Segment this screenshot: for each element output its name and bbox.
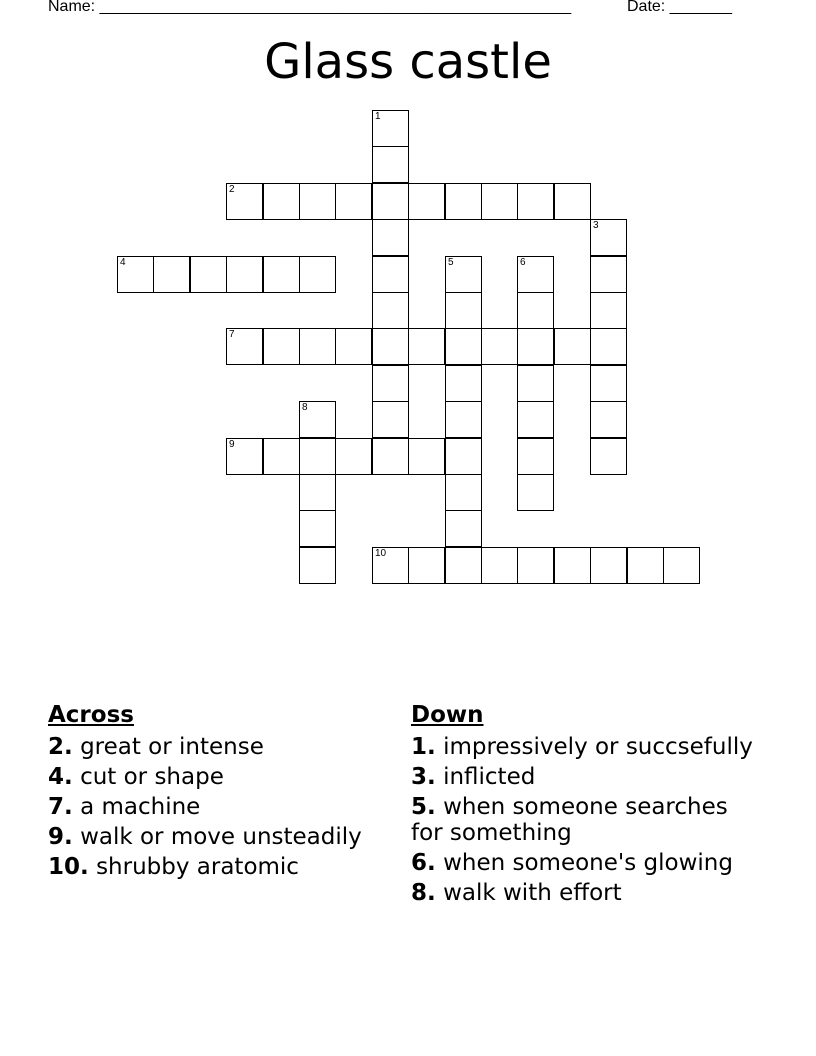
- clue-number: 5.: [411, 794, 436, 820]
- date-field-line: Date: _______: [627, 0, 732, 15]
- grid-cell[interactable]: [590, 219, 627, 256]
- grid-cell[interactable]: [590, 328, 627, 365]
- page-title: Glass castle: [264, 34, 552, 90]
- grid-cell[interactable]: [445, 183, 482, 220]
- grid-cell[interactable]: [372, 328, 409, 365]
- clue-number-label: 2: [229, 184, 235, 195]
- clue-text: shrubby aratomic: [96, 854, 299, 880]
- clue-number-label: 9: [229, 439, 235, 450]
- clue-text: great or intense: [80, 734, 264, 760]
- clue-number: 10.: [48, 854, 89, 880]
- grid-cell[interactable]: [263, 183, 300, 220]
- clue-number: 3.: [411, 764, 436, 790]
- clue-number-label: 4: [120, 257, 126, 268]
- clue-text: inflicted: [443, 764, 536, 790]
- grid-cell[interactable]: [445, 365, 482, 402]
- grid-cell[interactable]: [590, 438, 627, 475]
- clue-text: walk or move unsteadily: [80, 824, 362, 850]
- grid-cell[interactable]: [153, 256, 190, 293]
- clue-number: 7.: [48, 794, 73, 820]
- grid-cell[interactable]: [445, 401, 482, 438]
- grid-cell[interactable]: [299, 183, 336, 220]
- grid-cell[interactable]: [226, 183, 263, 220]
- grid-cell[interactable]: [226, 438, 263, 475]
- grid-cell[interactable]: [554, 328, 591, 365]
- grid-cell[interactable]: [299, 328, 336, 365]
- clue-number-label: 1: [375, 111, 381, 122]
- down-heading: Down: [411, 702, 484, 728]
- grid-cell[interactable]: [299, 256, 336, 293]
- clue-number-label: 7: [229, 329, 235, 340]
- grid-cell[interactable]: [517, 292, 554, 329]
- grid-cell[interactable]: [445, 510, 482, 547]
- down-clue: [411, 734, 756, 760]
- grid-cell[interactable]: [372, 365, 409, 402]
- grid-cell[interactable]: [372, 438, 409, 475]
- down-clues: [411, 702, 756, 910]
- clue-number: 4.: [48, 764, 73, 790]
- grid-cell[interactable]: [372, 110, 409, 147]
- clue-number-label: 10: [375, 548, 387, 559]
- grid-cell[interactable]: [481, 328, 518, 365]
- grid-cell[interactable]: [517, 547, 554, 584]
- grid-cell[interactable]: [408, 438, 445, 475]
- grid-cell[interactable]: [590, 401, 627, 438]
- clue-number: 6.: [411, 850, 436, 876]
- grid-cell[interactable]: [408, 547, 445, 584]
- clue-number-label: 5: [448, 257, 454, 268]
- across-clues: [48, 702, 398, 884]
- grid-cell[interactable]: [335, 183, 372, 220]
- grid-cell[interactable]: [517, 401, 554, 438]
- clue-text: a machine: [80, 794, 201, 820]
- clue-number: 8.: [411, 880, 436, 906]
- grid-cell[interactable]: [372, 183, 409, 220]
- grid-cell[interactable]: [299, 510, 336, 547]
- grid-cell[interactable]: [517, 438, 554, 475]
- down-clue: [411, 880, 756, 906]
- clue-number: 2.: [48, 734, 73, 760]
- grid-cell[interactable]: [663, 547, 700, 584]
- grid-cell[interactable]: [372, 547, 409, 584]
- grid-cell[interactable]: [226, 256, 263, 293]
- name-field-line: Name: _____________________________________________________: [48, 0, 572, 15]
- grid-cell[interactable]: [117, 256, 154, 293]
- grid-cell[interactable]: [335, 328, 372, 365]
- clue-text: cut or shape: [80, 764, 224, 790]
- across-clue: [48, 764, 398, 790]
- grid-cell[interactable]: [299, 474, 336, 511]
- grid-cell[interactable]: [481, 183, 518, 220]
- grid-cell[interactable]: [372, 219, 409, 256]
- down-clue: [411, 764, 756, 790]
- grid-cell[interactable]: [445, 438, 482, 475]
- clue-number: 1.: [411, 734, 436, 760]
- grid-cell[interactable]: [190, 256, 227, 293]
- clue-number-label: 3: [593, 220, 599, 231]
- grid-cell[interactable]: [299, 401, 336, 438]
- grid-cell[interactable]: [517, 256, 554, 293]
- grid-cell[interactable]: [445, 547, 482, 584]
- grid-cell[interactable]: [627, 547, 664, 584]
- grid-cell[interactable]: [517, 365, 554, 402]
- grid-cell[interactable]: [554, 183, 591, 220]
- grid-cell[interactable]: [590, 547, 627, 584]
- grid-cell[interactable]: [263, 328, 300, 365]
- across-clue: [48, 854, 398, 880]
- across-clue: [48, 824, 398, 850]
- grid-cell[interactable]: [445, 292, 482, 329]
- grid-cell[interactable]: [372, 146, 409, 183]
- grid-cell[interactable]: [299, 547, 336, 584]
- down-clue: [411, 850, 756, 876]
- grid-cell[interactable]: [590, 365, 627, 402]
- grid-cell[interactable]: [372, 292, 409, 329]
- across-clue: [48, 734, 398, 760]
- grid-cell[interactable]: [517, 183, 554, 220]
- across-clue: [48, 794, 398, 820]
- clue-text: impressively or succsefully: [443, 734, 753, 760]
- grid-cell[interactable]: [445, 256, 482, 293]
- grid-cell[interactable]: [372, 401, 409, 438]
- down-clue: [411, 794, 756, 846]
- across-heading: Across: [48, 702, 134, 728]
- grid-cell[interactable]: [481, 547, 518, 584]
- grid-cell[interactable]: [590, 256, 627, 293]
- clue-number-label: 8: [302, 402, 308, 413]
- grid-cell[interactable]: [372, 256, 409, 293]
- clue-text: walk with effort: [443, 880, 622, 906]
- clue-text: when someone's glowing: [443, 850, 733, 876]
- grid-cell[interactable]: [445, 328, 482, 365]
- grid-cell[interactable]: [335, 438, 372, 475]
- grid-cell[interactable]: [408, 183, 445, 220]
- grid-cell[interactable]: [408, 328, 445, 365]
- grid-cell[interactable]: [517, 328, 554, 365]
- grid-cell[interactable]: [263, 438, 300, 475]
- grid-cell[interactable]: [517, 474, 554, 511]
- grid-cell[interactable]: [590, 292, 627, 329]
- grid-cell[interactable]: [554, 547, 591, 584]
- grid-cell[interactable]: [299, 438, 336, 475]
- grid-cell[interactable]: [445, 474, 482, 511]
- grid-cell[interactable]: [226, 328, 263, 365]
- grid-cell[interactable]: [263, 256, 300, 293]
- clue-text: when someone searches for something: [411, 794, 728, 846]
- clue-number: 9.: [48, 824, 73, 850]
- clue-number-label: 6: [520, 257, 526, 268]
